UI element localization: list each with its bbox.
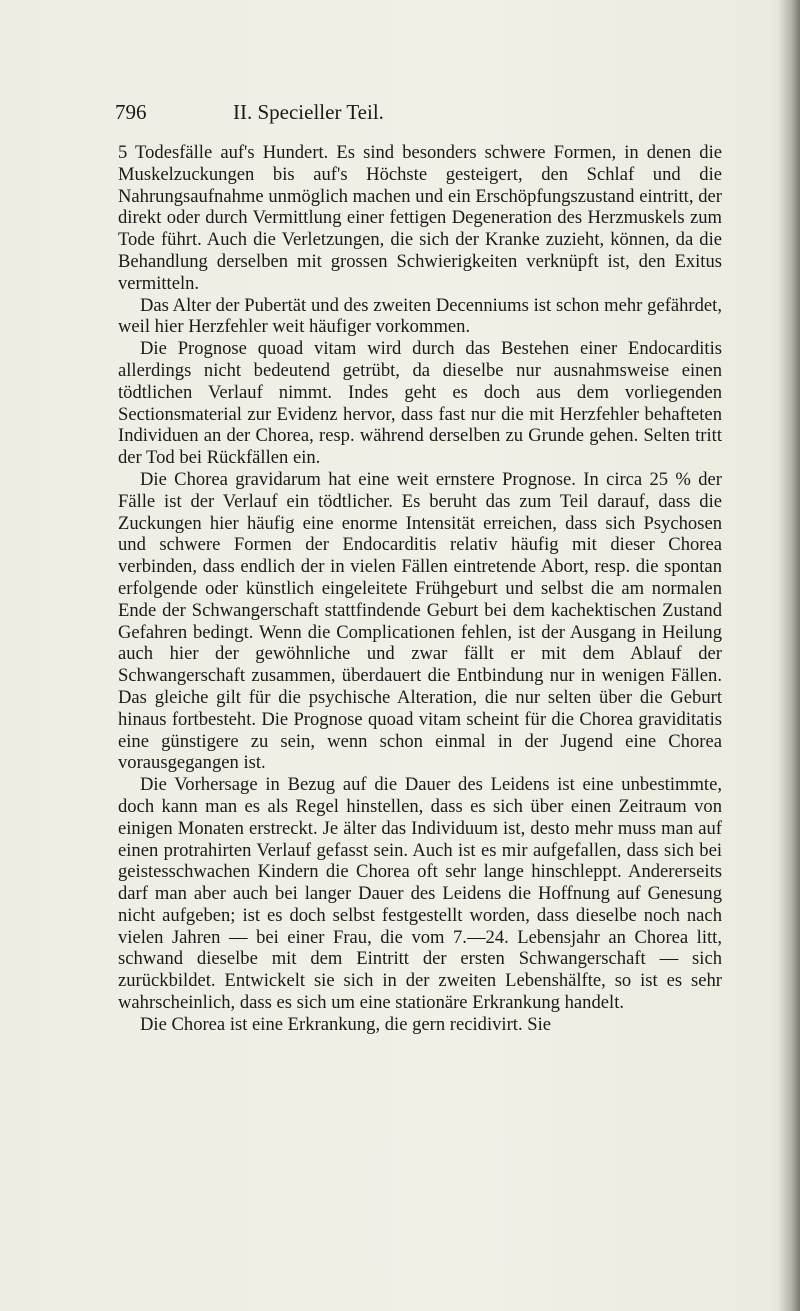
paragraph-1: 5 Todesfälle auf's Hundert. Es sind besonders schwere Formen, in denen die Muskelzuckungen bis auf's Höchste gesteigert, den Schlaf und die Nahrungsaufnahme unmöglich machen und ein Erschöpfungszustand eintritt, der direkt oder durch Vermittlung einer fettigen Degeneration des Herzmuskels zum Tode führt. Auch die Verletzungen, die sich der Kranke zuzieht, können, da die Behandlung derselben mit grossen Schwierigkeiten verknüpft ist, den Exitus vermitteln. [118, 142, 722, 294]
paragraph-5: Die Vorhersage in Bezug auf die Dauer des Leidens ist eine unbestimmte, doch kann man es als Regel hinstellen, dass es sich über einen Zeitraum von einigen Monaten erstreckt. Je älter das Individuum ist, desto mehr muss man auf einen protrahirten Verlauf gefasst sein. Auch ist es mir aufgefallen, dass sich bei geistesschwachen Kindern die Chorea oft sehr lange hinschleppt. Andererseits darf man aber auch bei langer Dauer des Leidens die Hoffnung auf Genesung nicht aufgeben; ist es doch selbst festgestellt worden, dass dieselbe noch nach vielen Jahren — bei einer Frau, die vom 7.—24. Lebensjahr an Chorea litt, schwand dieselbe mit dem Eintritt der ersten Schwangerschaft — sich zurückbildet. Entwickelt sie sich in der zweiten Lebenshälfte, so ist es sehr wahrscheinlich, dass es sich um eine stationäre Erkrankung handelt. [118, 774, 722, 1014]
paragraph-6: Die Chorea ist eine Erkrankung, die gern recidivirt. Sie [140, 1013, 551, 1035]
running-head [115, 100, 735, 130]
page-edge-shadow [778, 0, 800, 1311]
part-title: II. Specieller Teil. [233, 100, 384, 124]
paragraph-3: Die Prognose quoad vitam wird durch das Bestehen einer Endocarditis allerdings nicht bedeutend getrübt, da dieselbe nur ausnahmsweise einen tödtlichen Verlauf nimmt. Indes geht es doch aus dem vorliegenden Sectionsmaterial zur Evidenz hervor, dass fast nur die mit Herzfehler behafteten Individuen an der Chorea, resp. während derselben zu Grunde gehen. Selten tritt der Tod bei Rückfällen ein. [118, 338, 722, 469]
body-text [118, 142, 722, 1036]
paragraph-4: Die Chorea gravidarum hat eine weit ernstere Prognose. In circa 25 % der Fälle ist der Verlauf ein tödtlicher. Es beruht das zum Teil darauf, dass die Zuckungen hier häufig eine enorme Intensität erreichen, dass sich Psychosen und schwere Formen der Endocarditis relativ häufig mit dieser Chorea verbinden, dass endlich der in vielen Fällen eintretende Abort, resp. die spontan erfolgende oder künstlich eingeleitete Frühgeburt und selbst die am normalen Ende der Schwangerschaft stattfindende Geburt bei dem kachektischen Zustand Gefahren bedingt. Wenn die Complicationen fehlen, ist der Ausgang in Heilung auch hier der gewöhnliche und zwar fällt er mit dem Ablauf der Schwangerschaft zusammen, überdauert die Entbindung nur in wenigen Fällen. Das gleiche gilt für die psychische Alteration, die nur selten über die Geburt hinaus fortbesteht. Die Prognose quoad vitam scheint für die Chorea graviditatis eine günstigere zu sein, wenn schon einmal in der Jugend eine Chorea vorausgegangen ist. [118, 468, 722, 774]
page-number: 796 [115, 100, 147, 124]
paragraph-2: Das Alter der Pubertät und des zweiten Decenniums ist schon mehr gefährdet, weil hier Herzfehler weit häufiger vorkommen. [118, 294, 722, 338]
